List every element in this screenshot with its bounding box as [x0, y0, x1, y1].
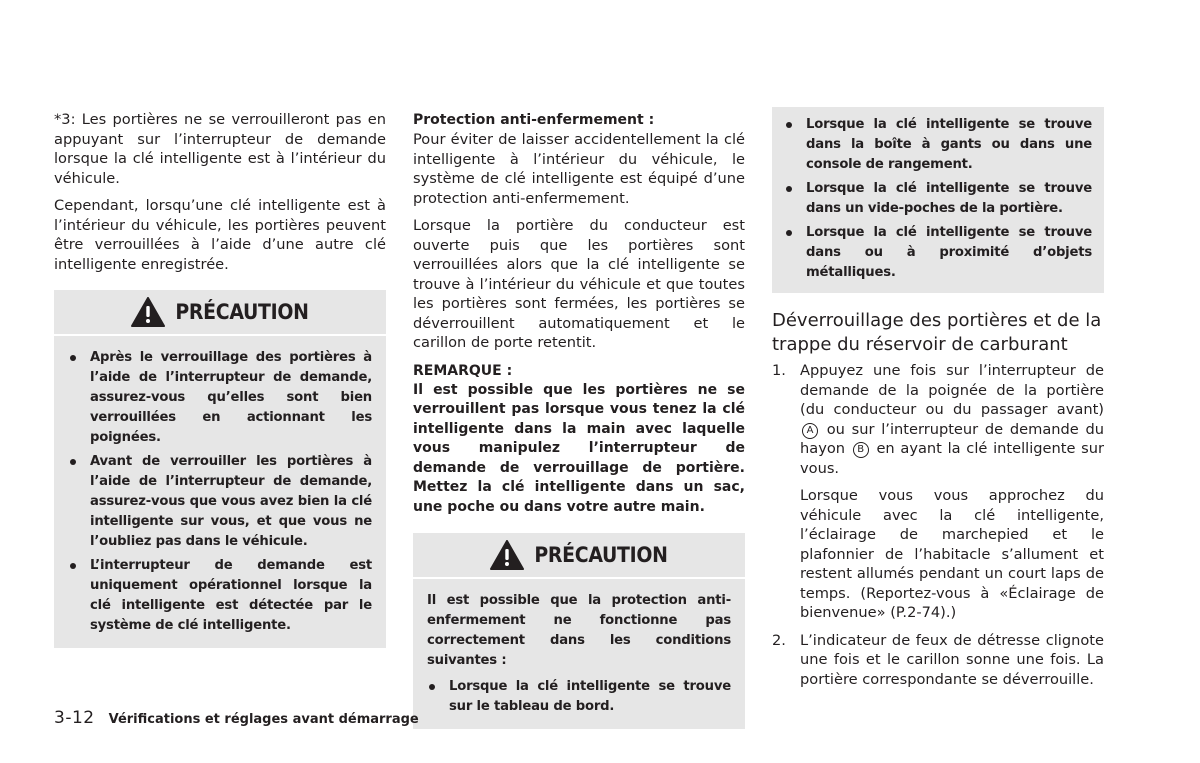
- warning-triangle-icon: [490, 540, 524, 570]
- driver-door-paragraph: Lorsque la portière du conducteur est ouverte puis que les portières sont verrouillées alors que la clé intelligente se trouve à l’intérieur du véhicule et que toutes les portières sont fermées, les portières se déverrouillent automatiquement et le carillon de porte retentit.: [413, 217, 745, 351]
- warning-triangle-icon: [131, 297, 165, 327]
- caution-title: PRÉCAUTION: [534, 543, 668, 567]
- step-item: [772, 361, 1104, 623]
- remark-heading: REMARQUE :: [413, 362, 513, 379]
- anti-lockout-paragraph: Pour éviter de laisser accidentellement la clé intelligente à l’intérieur du véhicule, le système de clé intelligente est équipé d’une protection anti-enfermement.: [413, 131, 745, 207]
- step-number: 2.: [772, 631, 786, 649]
- caution-intro: Il est possible que la protection anti-enfermement ne fonctionne pas correctement dans les conditions suivantes :: [427, 593, 731, 668]
- remark-text: Il est possible que les portières ne se verrouillent pas lorsque vous tenez la clé intelligente dans la main avec laquelle vous manipulez l’interrupteur de demande de verrouillage de portière. Mettez la clé intelligente dans un sac, une poche ou dans votre autre main.: [413, 381, 745, 515]
- steps-list: [772, 361, 1104, 689]
- step-item: [772, 631, 1104, 690]
- anti-lockout-heading: Protection anti-enfermement :: [413, 112, 655, 128]
- column-left: [54, 110, 386, 648]
- caution-list: [427, 677, 731, 717]
- continued-conditions-box: [772, 107, 1104, 293]
- caution-list: [68, 348, 372, 636]
- caution-title: PRÉCAUTION: [175, 300, 309, 324]
- section-title: Déverrouillage des portières et de la trappe du réservoir de carburant: [772, 310, 1102, 355]
- caution-item: L’interrupteur de demande est uniquement opérationnel lorsque la clé intelligente est détectée par le système de clé intelligente.: [68, 556, 372, 636]
- caution-item: Avant de verrouiller les portières à l’aide de l’interrupteur de demande, assurez-vous que vous avez bien la clé intelligente sur vous, et que vous ne l’oubliez pas dans le véhicule.: [68, 452, 372, 552]
- column-middle: [413, 110, 745, 729]
- marker-a: A: [802, 423, 818, 439]
- caution-body: [413, 579, 745, 729]
- step-text: L’indicateur de feux de détresse clignote une fois et le carillon sonne une fois. La portière correspondante se déverrouille.: [800, 631, 1104, 688]
- condition-item: Lorsque la clé intelligente se trouve dans un vide-poches de la portière.: [784, 179, 1092, 219]
- page-number: 3-12: [54, 708, 95, 728]
- caution-body: [54, 336, 386, 648]
- marker-b: B: [853, 442, 869, 458]
- caution-header: [54, 290, 386, 336]
- paragraph-multiple-keys: Cependant, lorsqu’une clé intelligente est à l’intérieur du véhicule, les portières peuvent être verrouillées à l’aide d’une autre clé intelligente enregistrée.: [54, 197, 386, 273]
- footnote-3: *3: Les portières ne se verrouilleront pas en appuyant sur l’interrupteur de demande lorsque la clé intelligente est à l’intérieur du véhicule.: [54, 111, 386, 187]
- chapter-title: Vérifications et réglages avant démarrage: [108, 712, 419, 727]
- caution-item: Après le verrouillage des portières à l’aide de l’interrupteur de demande, assurez-vous qu’elles sont bien verrouillées en actionnant les poignées.: [68, 348, 372, 448]
- step-number: 1.: [772, 362, 786, 379]
- caution-box-middle: [413, 533, 745, 729]
- column-right: [772, 107, 1104, 689]
- caution-box-left: [54, 290, 386, 648]
- step-text: Appuyez une fois sur l’interrupteur de demande de la poignée de la portière (du conducteur ou du passager avant) A ou sur l’interrupteur de demande du hayon B en ayant la clé intelligente sur vous.: [800, 362, 1105, 477]
- caution-item: Lorsque la clé intelligente se trouve sur le tableau de bord.: [427, 677, 731, 717]
- step-extra-text: Lorsque vous vous approchez du véhicule avec la clé intelligente, l’éclairage de marchepied et le plafonnier de l’habitacle s’allument et restent allumés pendant un court laps de temps. (Reportez-vous à «Éclairage de bienvenue» (P.2-74).): [800, 487, 1104, 621]
- caution-header: [413, 533, 745, 579]
- condition-item: Lorsque la clé intelligente se trouve dans ou à proximité d’objets métalliques.: [784, 223, 1092, 283]
- page-footer: [54, 708, 419, 728]
- condition-item: Lorsque la clé intelligente se trouve dans la boîte à gants ou dans une console de rangement.: [784, 115, 1092, 175]
- conditions-list: [784, 115, 1092, 283]
